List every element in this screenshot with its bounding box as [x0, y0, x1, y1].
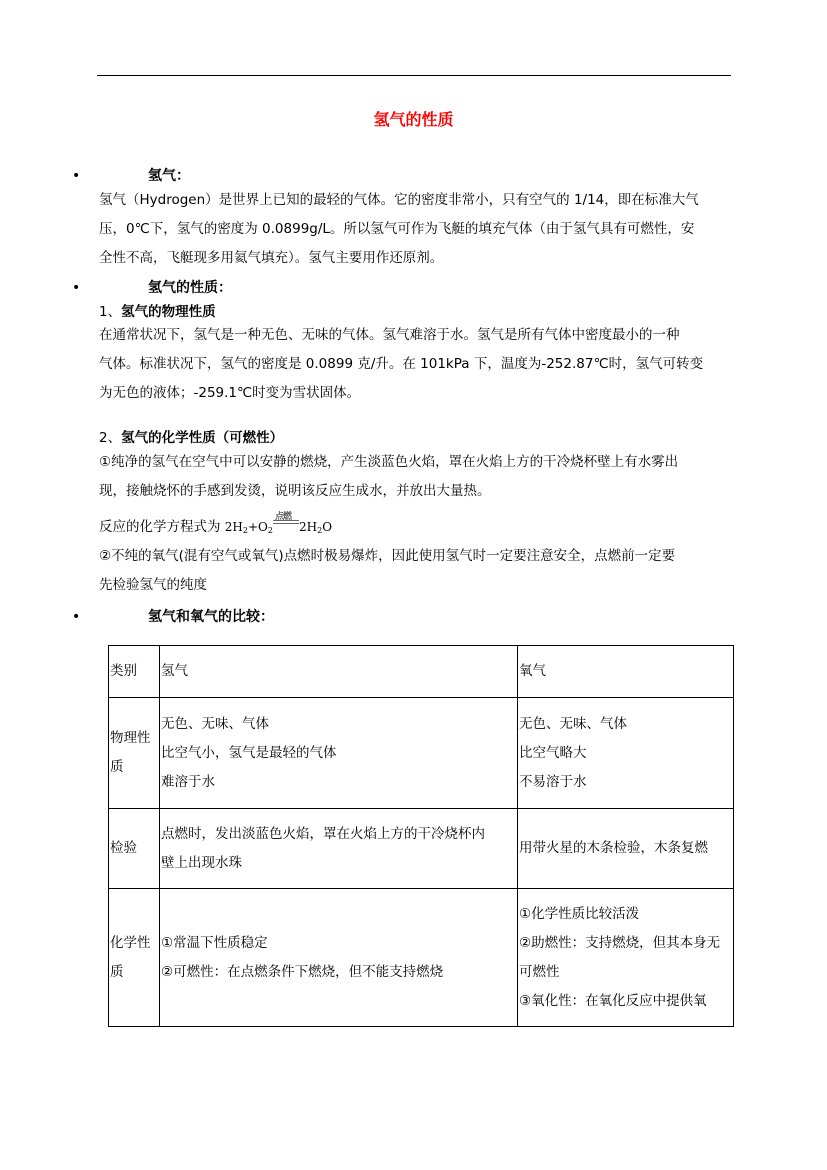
cell-line: 用带火星的木条检验，木条复燃 [519, 840, 708, 856]
condition-label: 点燃 [275, 512, 292, 522]
hydrogen-cell [160, 698, 518, 809]
cell-line: 化学性 [110, 934, 151, 951]
header-hydrogen: 氢气 [160, 646, 518, 698]
reactant-hydrogen: 2H [224, 520, 243, 534]
subheading-chemical [99, 428, 283, 448]
cell-line: 比空气小，氢气是最轻的气体 [161, 744, 337, 761]
bullet-icon: • [72, 280, 81, 296]
product-water-tail: O [322, 520, 333, 534]
cell-line: 不易溶于水 [519, 773, 587, 790]
oxygen-cell [518, 698, 734, 809]
hydrogen-intro-paragraph [99, 186, 734, 273]
subheading-physical [99, 302, 216, 322]
subheading-text: 氢气的物理性质 [121, 304, 216, 320]
cell-line: 检验 [110, 840, 137, 856]
equals-line [273, 523, 299, 524]
header-oxygen: 氧气 [518, 646, 734, 698]
paragraph-line: 全性不高，飞艇现多用氦气填充）。氢气主要用作还原剂。 [99, 250, 444, 266]
reactant-oxygen: +O [248, 520, 268, 534]
header-rule [97, 75, 731, 76]
cell-line: ②助燃性：支持燃烧，但其本身无 [519, 934, 721, 951]
cell-line: 无色、无味、气体 [161, 715, 269, 732]
cell-line: ①常温下性质稳定 [161, 934, 268, 951]
subheading-number: 1、 [99, 304, 122, 320]
subheading-text: 氢气的化学性质（可燃性） [121, 430, 284, 446]
cell-line: ②可燃性：在点燃条件下燃烧，但不能支持燃烧 [161, 963, 444, 980]
hydrogen-cell [160, 889, 518, 1027]
table-row [109, 698, 734, 809]
oxygen-cell [518, 889, 734, 1027]
header-category: 类别 [109, 646, 160, 698]
paragraph-line: ②不纯的氧气(混有空气或氧气)点燃时极易爆炸，因此使用氢气时一定要注意安全，点燃前一定要 [99, 548, 676, 564]
cell-line: 质 [110, 963, 124, 980]
cell-line: 难溶于水 [161, 773, 215, 790]
paragraph-line: ①纯净的氢气在空气中可以安静的燃烧，产生淡蓝色火焰，罩在火焰上方的干冷烧杯壁上有水雾出 [99, 454, 679, 470]
chemical-properties-paragraph [99, 448, 734, 506]
oxygen-cell [518, 809, 734, 889]
cell-line: 可燃性 [519, 963, 560, 980]
cell-line: 物理性 [110, 730, 151, 746]
cell-line: 点燃时，发出淡蓝色火焰，罩在火焰上方的干冷烧杯内 [161, 825, 485, 842]
hydrogen-cell [160, 809, 518, 889]
chemical-equation [99, 512, 333, 542]
table-row [109, 889, 734, 1027]
paragraph-line: 压，0℃下，氢气的密度为 0.0899g/L。所以氢气可作为飞艇的填充气体（由于氢气具有可燃性，安 [99, 221, 695, 237]
paragraph-line: 在通常状况下，氢气是一种无色、无味的气体。氢气难溶于水。氢气是所有气体中密度最小的一种 [99, 327, 680, 343]
table-header-row [109, 646, 734, 698]
row-label [109, 698, 160, 809]
section-heading-comparison: 氢气和氧气的比较： [148, 609, 274, 625]
paragraph-line: 气体。标准状况下，氢气的密度是 0.0899 克/升。在 101kPa 下，温度为-252.87℃时，氢气可转变 [99, 356, 704, 372]
paragraph-line: 氢气（Hydrogen）是世界上已知的最轻的气体。它的密度非常小，只有空气的 1/14，即在标准大气 [99, 192, 699, 208]
cell-line: 质 [110, 759, 124, 775]
paragraph-line: 先检验氢气的纯度 [99, 577, 207, 593]
subscript: 2 [317, 526, 323, 535]
paragraph-line: 为无色的液体；-259.1℃时变为雪状固体。 [99, 385, 361, 401]
cell-line: ③氧化性：在氧化反应中提供氧 [519, 992, 707, 1009]
bullet-icon: • [72, 609, 81, 625]
cell-line: 壁上出现水珠 [161, 854, 242, 871]
comparison-table [108, 645, 734, 1027]
subscript: 2 [267, 526, 273, 535]
equation-formula [224, 512, 333, 535]
cell-line: 比空气略大 [519, 744, 587, 761]
page-title: 氢气的性质 [373, 110, 454, 129]
product-water: 2H [299, 520, 318, 534]
cell-line: ①化学性质比较活泼 [519, 905, 640, 922]
equation-label: 反应的化学方程式为 [99, 519, 225, 535]
subheading-number: 2、 [99, 430, 122, 446]
reaction-condition [273, 512, 299, 542]
bullet-icon: • [72, 168, 81, 184]
section-heading-properties: 氢气的性质： [148, 280, 232, 296]
safety-warning-paragraph [99, 542, 734, 600]
paragraph-line: 现，接触烧怀的手感到发烫，说明该反应生成水，并放出大量热。 [99, 483, 491, 499]
section-heading-hydrogen: 氢气： [148, 168, 190, 184]
physical-properties-paragraph [99, 321, 734, 408]
row-label [109, 809, 160, 889]
cell-line: 无色、无味、气体 [519, 715, 627, 732]
row-label [109, 889, 160, 1027]
equals-line [273, 520, 299, 521]
table-row [109, 809, 734, 889]
subscript: 2 [242, 526, 248, 535]
